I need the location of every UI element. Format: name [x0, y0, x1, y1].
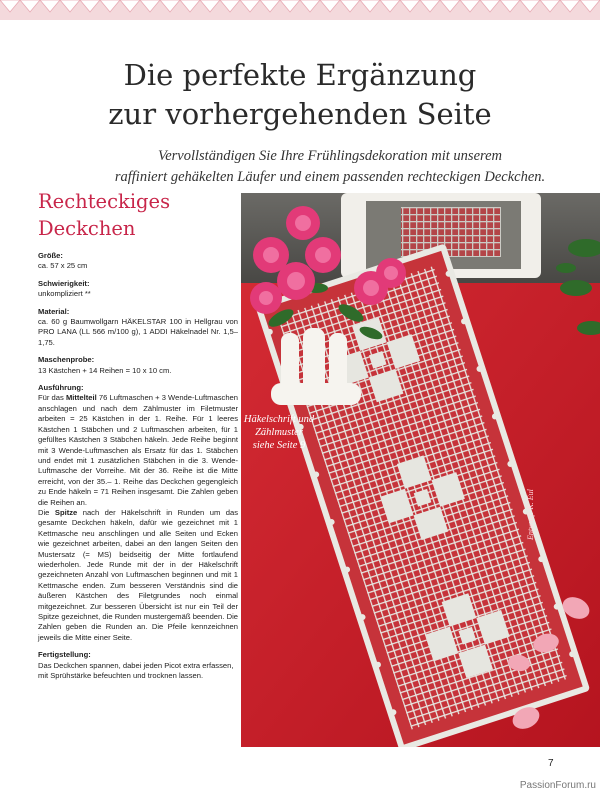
subtitle-line-1: Vervollständigen Sie Ihre Frühlingsdekoration mit unserem — [157, 148, 503, 164]
product-photo — [241, 193, 600, 747]
watermark: PassionForum.ru — [519, 780, 596, 791]
difficulty-value: unkompliziert ** — [38, 289, 91, 299]
section-title-line-1: Rechteckiges — [38, 190, 171, 213]
material-block — [38, 307, 238, 349]
finishing-label: Fertigstellung: — [38, 650, 91, 660]
section-title — [38, 188, 238, 242]
pattern-instructions — [38, 251, 238, 688]
section-title-line-2: Deckchen — [38, 217, 136, 240]
difficulty-label: Schwierigkeit: — [38, 278, 90, 288]
execution-paragraph-1 — [38, 393, 238, 507]
size-value: ca. 57 x 25 cm — [38, 261, 88, 271]
execution-p2-start: Die — [38, 507, 55, 517]
caption-line-2: Zählmuster — [255, 427, 303, 438]
gauge-value: 13 Kästchen + 14 Reihen = 10 x 10 cm. — [38, 365, 172, 375]
gauge-block — [38, 355, 238, 376]
finishing-value: Das Deckchen spannen, dabei jeden Picot extra erfassen, mit Sprühstärke befeuchten und trocknen lassen. — [38, 660, 234, 681]
page-number: 7 — [548, 758, 554, 769]
execution-p1-rest: 76 Luftmaschen + 3 Wende-Luftmaschen anschlagen und nach dem Zählmuster im Filetmuster arbeiten = 25 Kästchen in der 1. Reihe. Für 1 leeres Kästchen 1 Stäbchen und 2 Luftmaschen arbeiten, für 1 gefülltes Kästchen 3 Stäbchen häkeln. Jede Reihe beginnt mit 3 Wende-Luftmaschen als Ersatz für das 1. Stäbchen und endet mit 1 zusätzlichen Stäbchen in die 3. Wende-Luftmasche der Vorreihe. Mit der 36. Reihe ist die Mitte erreicht, von der 35.– 1. Reihe das Deckchen gegengleich zu Ende häkeln = 71 Reihen insgesamt. Die Zahlen geben die Reihen an. — [38, 393, 238, 507]
chart-reference-caption — [229, 413, 329, 452]
execution-block — [38, 383, 238, 643]
execution-p1-start: Für das — [38, 393, 66, 403]
page-title-line-1: Die perfekte Ergänzung — [123, 58, 477, 92]
subtitle-line-2: raffiniert gehäkelten Läufer und einem passenden rechteckigen Deckchen. — [114, 169, 546, 185]
size-label: Größe: — [38, 251, 63, 260]
page-title-line-2: zur vorhergehenden Seite — [108, 97, 492, 131]
execution-p2-rest: nach der Häkelschrift in Runden um das gesamte Deckchen häkeln, dafür wie gezeichnet mit 1 Kettmasche neu anschlingen und alle Seiten und Ecken wie gezeichnet arbeiten, dabei an den langen Seiten den Mustersatz (= MS) beidseitig der Mitte fortlaufend wiederholen. Jede Runde mit der in der Häkelschrift gezeichneten Anzahl von Luftmaschen beginnen und mit 1 Kettmasche enden. Zum besseren Verständnis sind die äußeren Kästchen des Filetgrundes noch einmal mitgezeichnet. Zur besseren Übersicht ist nur ein Teil der Spitze gezeichnet, die Runden mustergemäß beenden. Die Zahlen geben die Runden an. Die Pfeile kennzeichnen jeweils die Mitte einer Seite. — [38, 507, 238, 642]
design-credit: Entwurf: K. Eul — [526, 489, 535, 540]
gauge-label: Maschenprobe: — [38, 355, 95, 365]
execution-p1-term: Mittelteil — [65, 393, 97, 403]
subtitle — [60, 146, 600, 188]
execution-label: Ausführung: — [38, 383, 84, 393]
page-title — [0, 56, 600, 134]
material-value: ca. 60 g Baumwollgarn HÄKELSTAR 100 in Hellgrau von PRO LANA (LL 566 m/100 g), 1 ADDI Häkelnadel Nr. 1,5–1,75. — [38, 317, 238, 347]
execution-paragraph-2 — [38, 508, 238, 643]
size-block — [38, 251, 238, 272]
finishing-block — [38, 650, 238, 681]
execution-p2-term: Spitze — [54, 507, 78, 517]
caption-line-3: siehe Seite 9 — [252, 440, 306, 451]
material-label: Material: — [38, 306, 70, 316]
decorative-top-border — [0, 0, 600, 20]
difficulty-block — [38, 279, 238, 300]
caption-line-1: Häkelschrift und — [243, 414, 315, 425]
